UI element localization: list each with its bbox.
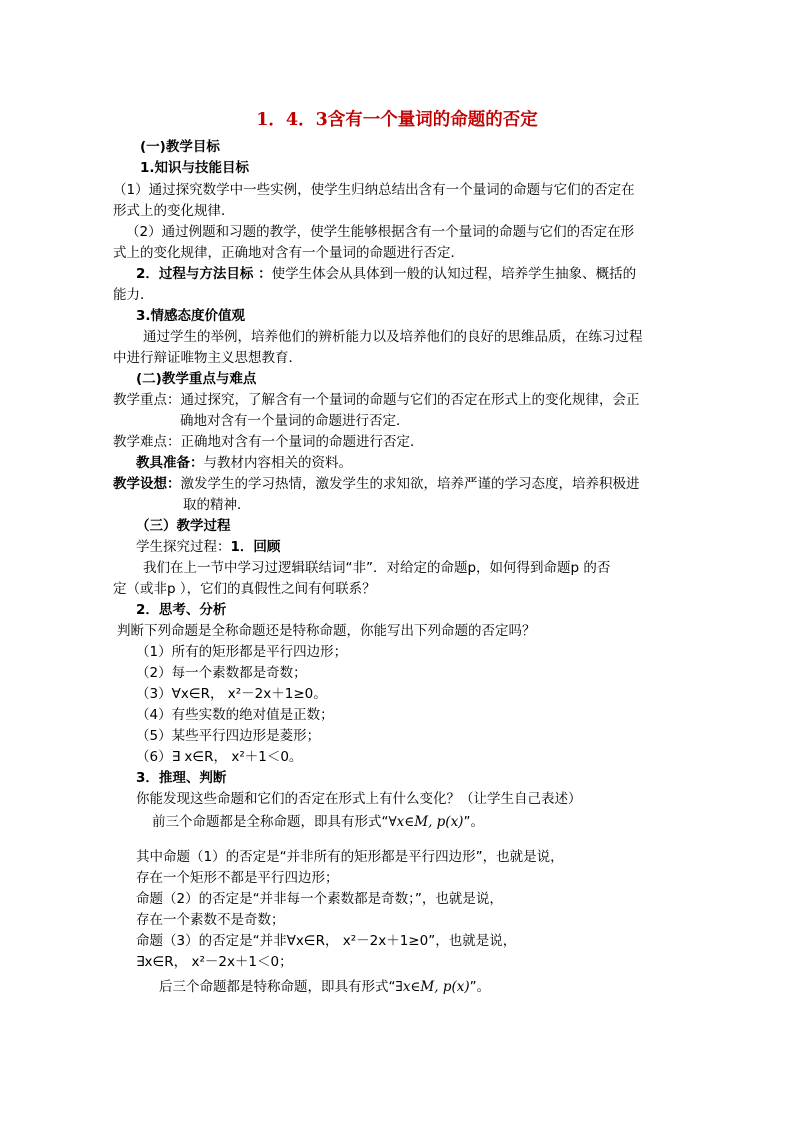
- think-analyze-heading: 2．思考、分析: [136, 602, 227, 618]
- difficult-point-text: 正确地对含有一个量词的命题进行否定．: [180, 434, 424, 450]
- knowledge-skill-heading: 1.知识与技能目标: [140, 160, 250, 176]
- section-process-heading: （三）教学过程: [136, 518, 231, 534]
- last-three-summary: [159, 977, 490, 997]
- negation-line-1: 其中命题（1）的否定是“并非所有的矩形都是平行四边形”，也就是说，: [136, 849, 564, 865]
- emotion-values-heading: 3.情感态度价值观: [136, 308, 246, 324]
- teaching-tools: [136, 453, 352, 473]
- question-prompt: 判断下列命题是全称命题还是特称命题，你能写出下列命题的否定吗？: [117, 623, 536, 639]
- proposition-item-5: （5）某些平行四边形是菱形；: [136, 728, 321, 744]
- first-three-summary: [152, 812, 484, 832]
- student-explore: [136, 537, 280, 557]
- proposition-item-3: （3）∀x∈R， x²－2x＋1≥0。: [136, 686, 327, 702]
- reason-judge-heading: 3．推理、判断: [136, 770, 227, 786]
- section-key-difficult-heading: (二)教学重点与难点: [136, 371, 257, 387]
- process-method-cont: 能力．: [113, 287, 154, 303]
- process-method-label: 2．过程与方法目标 ：: [136, 266, 272, 282]
- teaching-idea-text: 激发学生的学习热情，激发学生的求知欲，培养严谨的学习态度，培养积极进: [180, 476, 640, 492]
- key-point-cont: 确地对含有一个量词的命题进行否定．: [180, 413, 410, 429]
- objective-2-line-2: 式上的变化规律，正确地对含有一个量词的命题进行否定．: [113, 245, 464, 261]
- negation-line-6: ∃x∈R， x²－2x＋1＜0；: [136, 954, 293, 970]
- key-point: [113, 390, 640, 410]
- negation-line-2: 存在一个矩形不都是平行四边形；: [136, 870, 339, 886]
- teaching-idea: [113, 474, 640, 494]
- objective-1-line-2: 形式上的变化规律．: [113, 203, 235, 219]
- existential-formula: ∃x∈M, p(x): [395, 979, 470, 995]
- review-line-2: 定（或非p ），它们的真假性之间有何联系？: [113, 581, 376, 597]
- student-explore-label: 学生探究过程：: [136, 539, 231, 555]
- teaching-idea-label: 教学设想：: [113, 476, 181, 492]
- first-three-end: ”。: [463, 814, 484, 830]
- emotion-values-line-2: 中进行辩证唯物主义思想教育．: [113, 350, 302, 366]
- proposition-item-1: （1）所有的矩形都是平行四边形；: [136, 644, 348, 660]
- negation-line-4: 存在一个素数不是奇数；: [136, 912, 285, 928]
- teaching-idea-cont: 取的精神．: [183, 497, 251, 513]
- objective-1-line-1: （1）通过探究数学中一些实例，使学生归纳总结出含有一个量词的命题与它们的否定在: [113, 182, 635, 198]
- process-method-objective: [136, 264, 636, 284]
- section-objectives-heading: (一)教学目标: [140, 139, 220, 155]
- process-method-text: 使学生体会从具体到一般的认知过程，培养学生抽象、概括的: [271, 266, 637, 282]
- review-line-1: 我们在上一节中学习过逻辑联结词“非”．对给定的命题p，如何得到命题p 的否: [143, 560, 611, 576]
- difficult-point: [113, 432, 424, 452]
- proposition-item-6: （6）∃ x∈R， x²＋1＜0。: [136, 749, 303, 765]
- teaching-tools-label: 教具准备：: [136, 455, 204, 471]
- last-three-end: ”。: [469, 979, 491, 995]
- last-three-text: 后三个命题都是特称命题，即具有形式“: [159, 979, 396, 995]
- emotion-values-line-1: 通过学生的举例，培养他们的辨析能力以及培养他们的良好的思维品质，在练习过程: [143, 329, 643, 345]
- first-three-text: 前三个命题都是全称命题，即具有形式“: [152, 814, 389, 830]
- universal-formula: ∀x∈M, p(x): [388, 814, 464, 830]
- review-step: 1．回顾: [230, 539, 281, 555]
- negation-line-5: 命题（3）的否定是“并非∀x∈R， x²－2x＋1≥0”，也就是说，: [136, 933, 517, 949]
- proposition-item-2: （2）每一个素数都是奇数；: [136, 665, 307, 681]
- teaching-tools-text: 与教材内容相关的资料。: [203, 455, 352, 471]
- document-title: 1．4．3含有一个量词的命题的否定: [256, 110, 538, 130]
- key-point-text: 通过探究，了解含有一个量词的命题与它们的否定在形式上的变化规律，会正: [180, 392, 640, 408]
- proposition-item-4: （4）有些实数的绝对值是正数；: [136, 707, 334, 723]
- difficult-point-label: 教学难点：: [113, 434, 181, 450]
- negation-line-3: 命题（2）的否定是“并非每一个素数都是奇数；”，也就是说，: [136, 891, 503, 907]
- inference-question: 你能发现这些命题和它们的否定在形式上有什么变化？（让学生自己表述）: [136, 791, 582, 807]
- key-point-label: 教学重点：: [113, 392, 181, 408]
- objective-2-line-1: （2）通过例题和习题的教学，使学生能够根据含有一个量词的命题与它们的否定在形: [126, 224, 635, 240]
